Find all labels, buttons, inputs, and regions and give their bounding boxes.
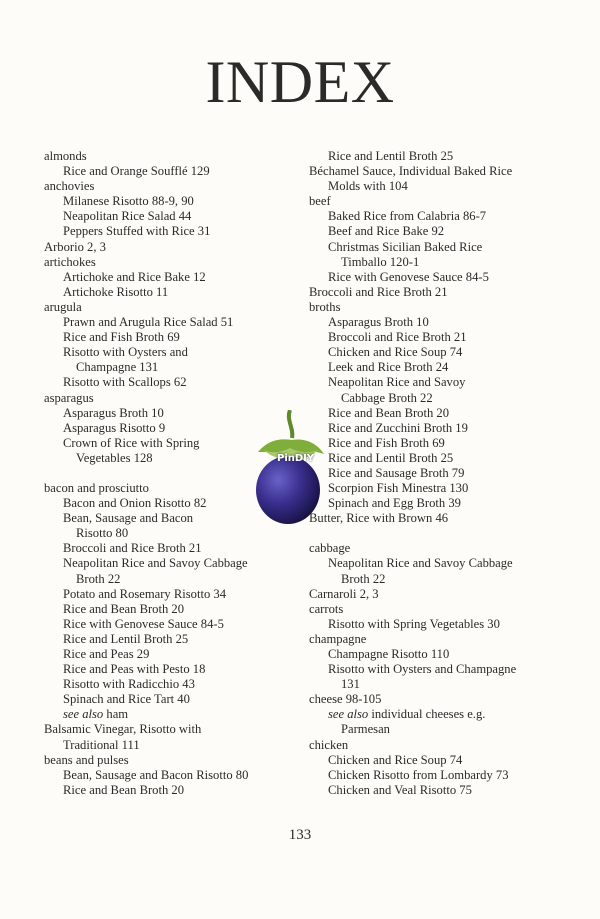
index-subentry: Rice with Genovese Sauce 84-5 <box>328 269 489 284</box>
index-subentry: Chicken and Rice Soup 74 <box>328 752 463 767</box>
index-heading: beef <box>309 194 331 209</box>
watermark-text: PinDIY <box>277 453 315 464</box>
index-subentry: 131 <box>341 677 360 692</box>
index-heading: Arborio 2, 3 <box>44 239 106 254</box>
index-subentry: Neapolitan Rice and Savoy Cabbage <box>328 556 513 571</box>
index-heading: asparagus <box>44 390 94 405</box>
index-subentry: Rice and Lentil Broth 25 <box>328 149 454 163</box>
index-subentry: Risotto with Radicchio 43 <box>63 677 195 692</box>
index-heading: cabbage <box>309 541 351 556</box>
index-column-left <box>44 149 280 798</box>
index-subentry: Bacon and Onion Risotto 82 <box>63 496 207 511</box>
index-heading: Béchamel Sauce, Individual Baked Rice <box>309 164 513 179</box>
index-subentry: Spinach and Egg Broth 39 <box>328 496 461 511</box>
index-subentry: Broccoli and Rice Broth 21 <box>328 330 467 345</box>
index-subentry: Rice with Genovese Sauce 84-5 <box>63 616 224 631</box>
index-subentry: Rice and Bean Broth 20 <box>328 405 450 420</box>
index-subentry <box>309 707 561 722</box>
index-heading: carrots <box>309 601 344 616</box>
index-subentry: Molds with 104 <box>328 179 408 194</box>
index-subentry: Neapolitan Rice Salad 44 <box>63 209 192 224</box>
index-subentry: Champagne 131 <box>76 360 159 375</box>
index-subentry: Christmas Sicilian Baked Rice <box>328 239 483 254</box>
index-subentry: Chicken and Rice Soup 74 <box>328 345 463 360</box>
index-heading: arugula <box>44 299 82 314</box>
index-subentry: Rice and Zucchini Broth 19 <box>328 420 468 435</box>
index-subentry: Risotto with Oysters and <box>63 345 188 360</box>
index-subentry: Asparagus Risotto 9 <box>63 420 166 435</box>
index-subentry: Scorpion Fish Minestra 130 <box>328 481 469 496</box>
index-subentry: Neapolitan Rice and Savoy <box>328 375 466 390</box>
index-section-gap <box>44 466 280 481</box>
index-subentry: Chicken Risotto from Lombardy 73 <box>328 767 509 782</box>
see-also-label: see also <box>328 707 369 722</box>
page-number: 133 <box>288 827 312 843</box>
index-subentry: Broccoli and Rice Broth 21 <box>63 541 202 556</box>
index-subentry: Beef and Rice Bake 92 <box>328 224 445 239</box>
index-subentry: Rice and Peas with Pesto 18 <box>63 662 206 677</box>
index-subentry: Spinach and Rice Tart 40 <box>63 692 190 707</box>
see-also-target: individual cheeses e.g. <box>371 707 486 722</box>
index-heading: cheese 98-105 <box>309 692 382 707</box>
index-subentry: Rice and Lentil Broth 25 <box>328 450 454 465</box>
index-subentry: Bean, Sausage and Bacon <box>63 511 194 526</box>
index-subentry: Risotto with Spring Vegetables 30 <box>328 616 500 631</box>
index-subentry: Parmesan <box>341 722 390 737</box>
index-subentry: Rice and Fish Broth 69 <box>328 435 445 450</box>
eggplant-illustration <box>250 410 332 530</box>
index-subentry: Prawn and Arugula Rice Salad 51 <box>63 315 234 330</box>
index-subentry: Rice and Peas 29 <box>63 647 150 661</box>
index-heading: bacon and prosciutto <box>44 480 149 495</box>
index-subentry: Asparagus Broth 10 <box>328 315 429 330</box>
index-subentry: Rice and Fish Broth 69 <box>63 330 180 345</box>
index-subentry: Traditional 111 <box>63 737 140 752</box>
index-section-gap <box>309 526 561 541</box>
index-subentry: Crown of Rice with Spring <box>63 435 200 450</box>
index-heading: almonds <box>44 149 87 163</box>
index-subentry: Milanese Risotto 88-9, 90 <box>63 194 194 209</box>
index-subentry: Rice and Bean Broth 20 <box>63 782 185 797</box>
index-subentry: Peppers Stuffed with Rice 31 <box>63 224 211 239</box>
index-column-right <box>309 149 561 798</box>
index-subentry: Artichoke and Rice Bake 12 <box>63 269 206 284</box>
index-subentry: Chicken and Veal Risotto 75 <box>328 782 472 797</box>
index-subentry: Baked Rice from Calabria 86-7 <box>328 209 487 224</box>
index-heading: Broccoli and Rice Broth 21 <box>309 284 448 299</box>
index-subentry: Potato and Rosemary Risotto 34 <box>63 586 227 601</box>
index-subentry: Bean, Sausage and Bacon Risotto 80 <box>63 767 249 782</box>
index-subentry: Risotto with Oysters and Champagne <box>328 662 517 677</box>
index-subentry: Rice and Lentil Broth 25 <box>63 631 189 646</box>
index-subentry: Artichoke Risotto 11 <box>63 284 169 299</box>
index-heading: champagne <box>309 631 367 646</box>
index-subentry: Risotto with Scallops 62 <box>63 375 187 390</box>
index-heading: beans and pulses <box>44 752 129 767</box>
index-heading: Balsamic Vinegar, Risotto with <box>44 722 202 737</box>
index-subentry: Cabbage Broth 22 <box>341 390 433 405</box>
index-heading: artichokes <box>44 254 96 269</box>
index-heading: chicken <box>309 737 349 752</box>
see-also-target: ham <box>106 707 129 722</box>
index-subentry: Rice and Sausage Broth 79 <box>328 465 465 480</box>
see-also-label: see also <box>63 707 104 722</box>
index-subentry: Rice and Orange Soufflé 129 <box>63 164 210 179</box>
index-heading: broths <box>309 299 341 314</box>
index-subentry: Broth 22 <box>341 571 386 586</box>
index-subentry: Rice and Bean Broth 20 <box>63 601 185 616</box>
index-subentry: Timballo 120-1 <box>341 254 420 269</box>
index-subentry <box>44 707 280 722</box>
index-subentry: Neapolitan Rice and Savoy Cabbage <box>63 556 248 571</box>
index-heading: anchovies <box>44 179 95 194</box>
index-subentry: Broth 22 <box>76 571 121 586</box>
index-subentry: Vegetables 128 <box>76 450 153 465</box>
index-heading: Butter, Rice with Brown 46 <box>309 511 449 526</box>
index-subentry: Champagne Risotto 110 <box>328 647 450 661</box>
index-subentry: Leek and Rice Broth 24 <box>328 360 449 375</box>
index-subentry: Asparagus Broth 10 <box>63 405 164 420</box>
index-subentry: Risotto 80 <box>76 526 129 541</box>
page-title: INDEX <box>205 49 395 115</box>
index-heading: Carnaroli 2, 3 <box>309 586 379 601</box>
